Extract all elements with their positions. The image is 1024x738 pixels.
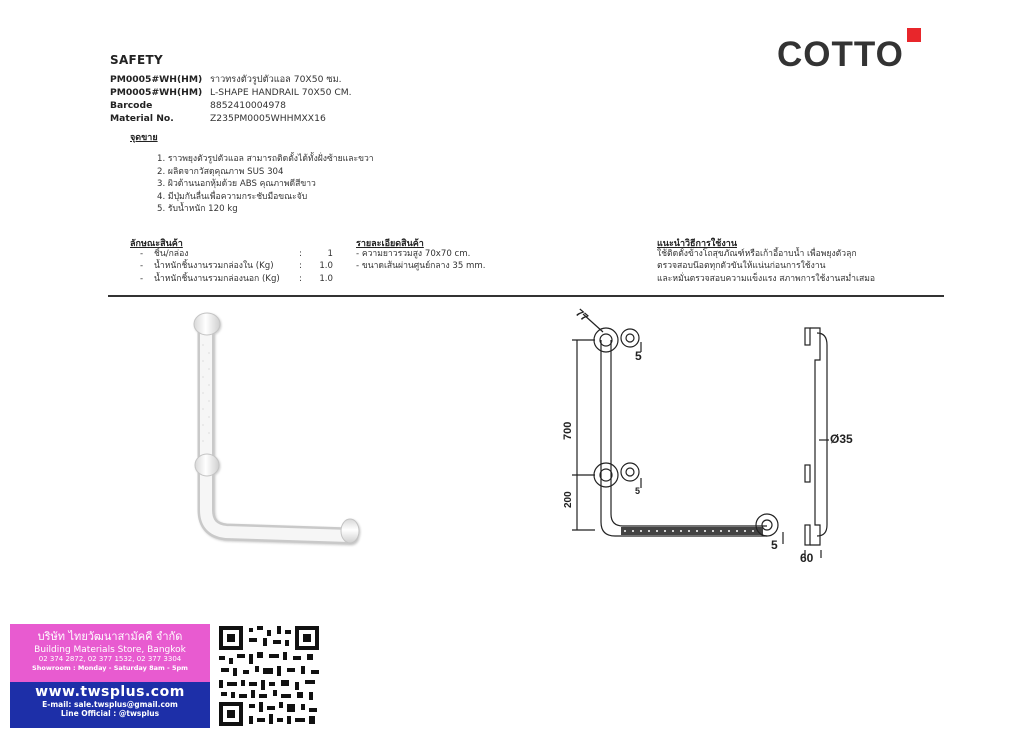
info-row [110,73,352,86]
banner-top [10,624,210,682]
dim-700-label: 700 [562,421,574,440]
info-row [110,99,352,112]
feature-item: 3. ผิวด้านนอกหุ้มด้วย ABS คุณภาพดีสีขาว [157,179,316,190]
usage-line: และหมั่นตรวจสอบความแข็งแรง สภาพการใช้งานสม่ำเสมอ [657,273,876,284]
spec-list [140,248,333,285]
usage-line: ตรวจสอบน๊อตทุกตัวขันให้แน่นก่อนการใช้งาน [657,261,826,272]
banner-bottom [10,682,210,728]
spec-dash: - [140,261,144,272]
store-banner [10,624,210,728]
spec-dash: - [140,249,144,259]
dim-5-label: 5 [771,538,778,552]
info-value: Z235PM0005WHHMXX16 [210,113,326,124]
usage-heading: แนะนำวิธีการใช้งาน [657,239,737,249]
feature-item: 4. มีปุ่มกันลื่นเพื่อความกระชับมือขณะจับ [157,191,308,202]
dim-200-label: 200 [563,491,574,508]
company-name: บริษัท ไทยวัฒนาสามัคคี จำกัด [37,630,183,643]
dim-5-label: 5 [635,349,642,363]
spec-label: น้ำหนักชิ้นงานรวมกล่องนอก (Kg) [154,273,280,284]
spec-colon: : [299,273,302,284]
spec-label: ชิ้น/กล่อง [154,249,189,259]
spec-colon: : [299,249,302,259]
email-link[interactable]: E-mail: sale.twsplus@gmail.com [42,700,178,709]
info-row [110,112,352,125]
qr-code[interactable] [217,624,321,728]
store-name: Building Materials Store, Bangkok [34,645,186,655]
spec-row [140,273,333,285]
spec-value: 1.0 [319,261,333,272]
dim-60-label: 60 [800,551,814,565]
spec-row [140,248,333,260]
features-heading: จุดขาย [130,133,158,143]
spec-label: น้ำหนักชิ้นงานรวมกล่องใน (Kg) [154,261,274,272]
website-link[interactable]: www.twsplus.com [35,684,185,700]
technical-drawing [555,300,855,570]
info-key: Barcode [110,100,153,111]
details-item: - ขนาดเส้นผ่านศูนย์กลาง 35 mm. [356,261,486,272]
info-row [110,86,352,99]
line-official: Line Official : @twsplus [60,709,160,718]
details-item: - ความยาวรวมสูง 70x70 cm. [356,249,471,259]
brand-accent-square [907,28,921,42]
dim-77-label: 77 [573,307,591,325]
brand-logo: COTTO [777,35,904,74]
dim-diameter-label: Ø35 [830,432,853,446]
showroom-hours: Showroom : Monday - Saturday 8am - 5pm [32,664,188,672]
section-divider [108,295,944,297]
info-key: PM0005#WH(HM) [110,87,203,98]
phone-numbers: 02 374 2872, 02 377 1532, 02 377 3304 [38,655,182,663]
product-info [110,73,352,125]
info-value: 8852410004978 [210,100,286,111]
spec-dash: - [140,273,144,284]
spec-value: 1.0 [319,273,333,284]
info-key: Material No. [110,113,174,124]
info-value: ราวทรงตัวรูปตัวแอล 70X50 ซม. [210,74,342,85]
spec-value: 1 [327,249,333,259]
info-key: PM0005#WH(HM) [110,74,203,85]
feature-item: 2. ผลิตจากวัสดุคุณภาพ SUS 304 [157,166,284,177]
category-title: SAFETY [110,53,163,67]
spec-colon: : [299,261,302,272]
handrail-photo [180,305,380,555]
usage-list [657,248,875,285]
info-value: L-SHAPE HANDRAIL 70X50 CM. [210,87,352,98]
spec-row [140,260,333,272]
spec-heading: ลักษณะสินค้า [130,239,183,249]
dim-5-label: 5 [635,486,641,496]
feature-item: 1. ราวพยุงตัวรูปตัวแอล สามารถติดตั้งได้ทั้งฝั่งซ้ายและขวา [157,154,374,164]
usage-line: ใช้ติดตั้งข้างโถสุขภัณฑ์หรือเก้าอี้อาบน้ำ เพื่อพยุงตัวลุก [657,249,857,259]
details-heading: รายละเอียดสินค้า [356,239,424,249]
features-list [157,153,374,216]
details-list [356,248,486,273]
feature-item: 5. รับน้ำหนัก 120 kg [157,204,238,215]
